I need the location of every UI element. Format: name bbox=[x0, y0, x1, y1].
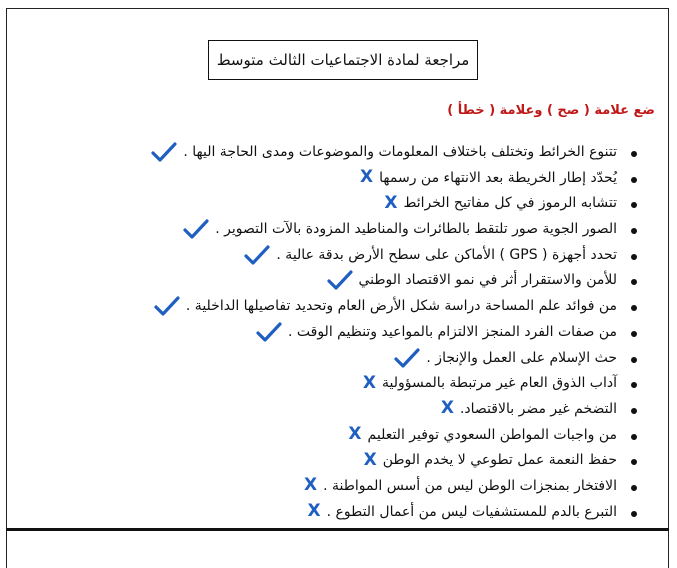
bullet-icon bbox=[631, 151, 637, 157]
instruction-text: ضع علامة ( صح ) وعلامة ( خطأ ) bbox=[447, 103, 655, 118]
statement-text: حفظ النعمة عمل تطوعي لا يخدم الوطن bbox=[382, 452, 617, 469]
list-item bbox=[77, 294, 637, 320]
statement-text: من فوائد علم المساحة دراسة شكل الأرض العام وتحديد تفاصيلها الداخلية . bbox=[185, 298, 617, 315]
list-item bbox=[77, 191, 637, 217]
statement-text: يُحدّد إطار الخريطة بعد الانتهاء من رسمها bbox=[379, 169, 617, 186]
checkmark-icon bbox=[256, 321, 282, 343]
x-mark-icon: X bbox=[384, 192, 398, 213]
checkmark-icon bbox=[244, 244, 270, 266]
checkmark-icon bbox=[154, 295, 180, 317]
bullet-icon bbox=[631, 511, 637, 517]
list-item bbox=[77, 397, 637, 423]
statement-text: التبرع بالدم للمستشفيات ليس من أعمال التطوع . bbox=[326, 503, 617, 520]
statement-text: الصور الجوية صور تلتقط بالطائرات والمناطيد المزودة بالآت التصوير . bbox=[215, 221, 617, 238]
list-item bbox=[77, 371, 637, 397]
statement-text: من صفات الفرد المنجز الالتزام بالمواعيد وتنظيم الوقت . bbox=[287, 323, 617, 340]
statement-text: تتشابه الرموز في كل مفاتيح الخرائط bbox=[403, 195, 617, 212]
checkmark-icon bbox=[394, 347, 420, 369]
statement-text: آداب الذوق العام غير مرتبطة بالمسؤولية bbox=[381, 375, 617, 392]
list-item bbox=[77, 346, 637, 372]
x-mark-icon: X bbox=[307, 501, 321, 522]
list-item bbox=[77, 217, 637, 243]
x-mark-icon: X bbox=[360, 167, 374, 188]
checkmark-icon bbox=[151, 141, 177, 163]
bullet-icon bbox=[631, 357, 637, 363]
x-mark-icon: X bbox=[303, 475, 318, 496]
statement-text: التضخم غير مضر بالاقتصاد. bbox=[459, 400, 617, 417]
statement-text: من واجبات المواطن السعودي توفير التعليم bbox=[367, 426, 617, 443]
statement-text: للأمن والاستقرار أثر في نمو الاقتصاد الوطني bbox=[358, 272, 617, 289]
bullet-icon bbox=[631, 202, 637, 208]
bullet-icon bbox=[631, 408, 637, 414]
bullet-icon bbox=[631, 434, 637, 440]
list-item bbox=[77, 320, 637, 346]
list-item bbox=[77, 500, 637, 526]
bullet-icon bbox=[631, 382, 637, 388]
question-list bbox=[77, 140, 637, 525]
list-item bbox=[77, 423, 637, 449]
page-title bbox=[208, 40, 478, 80]
bullet-icon bbox=[631, 485, 637, 491]
x-mark-icon: X bbox=[363, 449, 377, 470]
list-item bbox=[77, 268, 637, 294]
checkmark-icon bbox=[327, 269, 353, 291]
statement-text: حث الإسلام على العمل والإنجاز . bbox=[426, 349, 617, 366]
list-item bbox=[77, 474, 637, 500]
bullet-icon bbox=[631, 459, 637, 465]
bullet-icon bbox=[631, 305, 637, 311]
list-item bbox=[77, 140, 637, 166]
statement-text: الافتخار بمنجزات الوطن ليس من أسس المواطنة . bbox=[323, 477, 617, 494]
list-item bbox=[77, 243, 637, 269]
checkmark-icon bbox=[183, 218, 209, 240]
page-title-text: مراجعة لمادة الاجتماعيات الثالث متوسط bbox=[216, 51, 470, 69]
bullet-icon bbox=[631, 279, 637, 285]
list-item bbox=[77, 448, 637, 474]
x-mark-icon: X bbox=[362, 372, 376, 393]
bullet-icon bbox=[631, 254, 637, 260]
bullet-icon bbox=[631, 228, 637, 234]
x-mark-icon: X bbox=[348, 424, 362, 445]
statement-text: تتنوع الخرائط وتختلف باختلاف المعلومات والموضوعات ومدى الحاجة اليها . bbox=[183, 144, 617, 160]
x-mark-icon: X bbox=[440, 398, 454, 419]
bullet-icon bbox=[631, 331, 637, 337]
statement-text: تحدد أجهزة ( GPS ) الأماكن على سطح الأرض بدقة عالية . bbox=[276, 246, 617, 263]
bullet-icon bbox=[631, 177, 637, 183]
bottom-divider bbox=[6, 528, 669, 531]
list-item bbox=[77, 166, 637, 192]
